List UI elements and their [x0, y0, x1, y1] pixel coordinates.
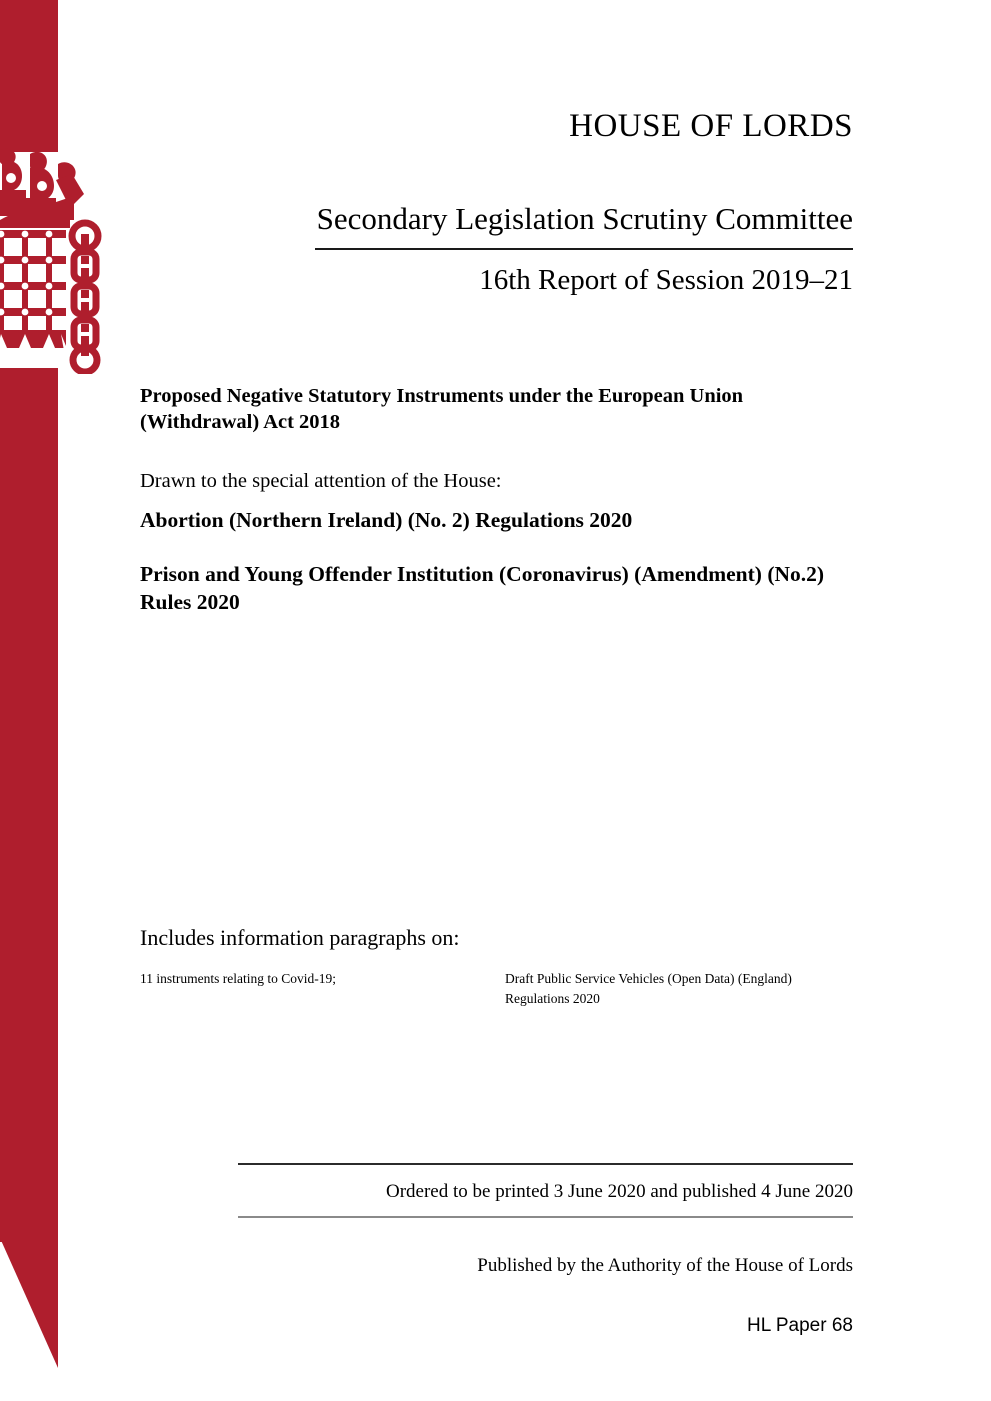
drawn-to-attention-label: Drawn to the special attention of the House:: [140, 470, 502, 493]
includes-section: [140, 925, 855, 1008]
paper-number: HL Paper 68: [747, 1315, 853, 1336]
si-category-heading: Proposed Negative Statutory Instruments under the European Union (Withdrawal) Act 2018: [140, 385, 744, 434]
includes-heading: Includes information paragraphs on:: [140, 925, 460, 950]
house-of-lords-title: HOUSE OF LORDS: [569, 108, 853, 144]
session-report-title: 16th Report of Session 2019–21: [479, 264, 853, 296]
includes-columns: [140, 969, 855, 1007]
cover-body: [140, 383, 855, 617]
cover-header: [140, 0, 853, 295]
crowned-portcullis-crest: [0, 146, 104, 374]
band-segment-taper: [0, 1238, 58, 1370]
band-segment-top: [0, 0, 58, 152]
includes-column-left: 11 instruments relating to Covid-19;: [140, 971, 336, 987]
includes-column-right: Draft Public Service Vehicles (Open Data) (England) Regulations 2020: [505, 971, 792, 1006]
band-segment-middle: [0, 368, 58, 1242]
instrument-title: Prison and Young Offender Institution (Coronavirus) (Amendment) (No.2) Rules 2020: [140, 561, 825, 614]
cover-footer: [238, 1163, 853, 1335]
instrument-title: Abortion (Northern Ireland) (No. 2) Regulations 2020: [140, 507, 633, 532]
published-by-text: Published by the Authority of the House of Lords: [477, 1255, 853, 1276]
committee-title: Secondary Legislation Scrutiny Committee: [316, 201, 853, 236]
ordered-printed-text: Ordered to be printed 3 June 2020 and published 4 June 2020: [386, 1181, 853, 1202]
